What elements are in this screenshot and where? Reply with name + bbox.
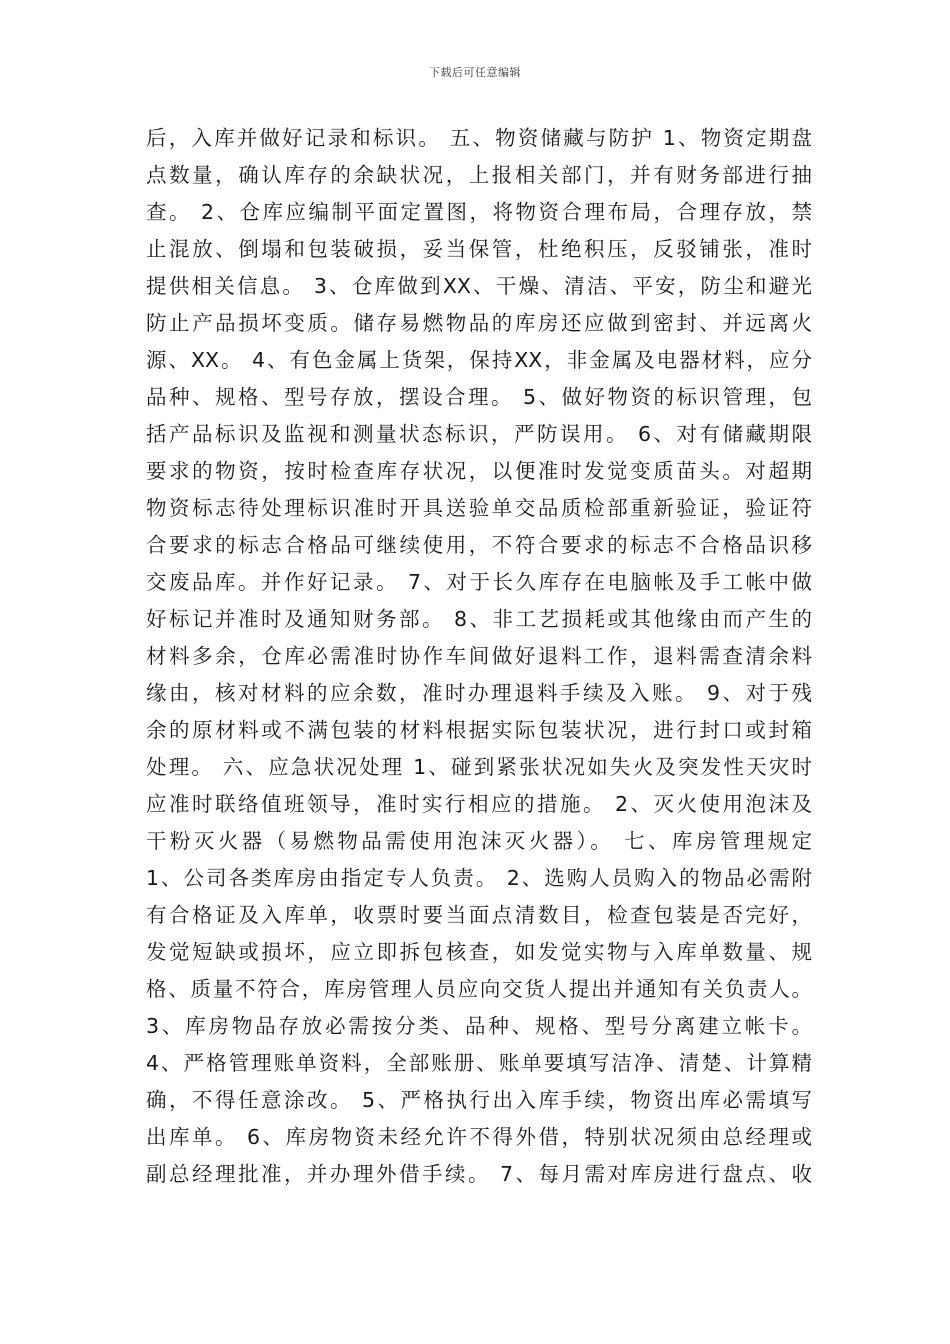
text-line-10: 要求的物资，按时检查库存状况，以便准时发觉变质苗头。对超期 [146,459,812,483]
text-line-2: 点数量，确认库存的余缺状况，上报相关部门，并有财务部进行抽 [146,163,812,187]
text-line-12: 合要求的标志合格品可继续使用，不符合要求的标志不合格品识移 [146,533,812,557]
text-line-13: 交废品库。并作好记录。 7、对于长久库存在电脑帐及手工帐中做 [146,570,812,594]
text-line-24: 格、质量不符合，库房管理人员应向交货人提出并通知有关负责人。 [146,977,812,1001]
text-line-11: 物资标志待处理标识准时开具送验单交品质检部重新验证，验证符 [146,496,812,520]
text-line-18: 处理。 六、应急状况处理 1、碰到紧张状况如失火及突发性天灾时 [146,755,812,779]
text-line-14: 好标记并准时及通知财务部。 8、非工艺损耗或其他缘由而产生的 [146,607,812,631]
text-line-29: 副总经理批准，并办理外借手续。 7、每月需对库房进行盘点、收 [146,1162,812,1186]
text-line-19: 应准时联络值班领导，准时实行相应的措施。 2、灭火使用泡沫及 [146,792,812,816]
text-line-16: 缘由，核对材料的应余数，准时办理退料手续及入账。 9、对于残 [146,681,812,705]
text-line-4: 止混放、倒塌和包装破损，妥当保管，杜绝积压，反驳铺张，准时 [146,237,812,261]
text-line-7: 源、XX。 4、有色金属上货架，保持XX，非金属及电器材料，应分 [146,348,812,372]
text-line-22: 有合格证及入库单，收票时要当面点清数目，检查包装是否完好， [146,903,812,927]
text-line-23: 发觉短缺或损坏，应立即拆包核查，如发觉实物与入库单数量、规 [146,940,812,964]
text-line-9: 括产品标识及监视和测量状态标识，严防误用。 6、对有储藏期限 [146,422,812,446]
text-line-25: 3、库房物品存放必需按分类、品种、规格、型号分离建立帐卡。 [146,1014,812,1038]
text-line-3: 查。 2、仓库应编制平面定置图，将物资合理布局，合理存放，禁 [146,200,812,224]
text-line-17: 余的原材料或不满包装的材料根据实际包装状况，进行封口或封箱 [146,718,812,742]
text-line-1: 后，入库并做好记录和标识。 五、物资储藏与防护 1、物资定期盘 [146,126,812,150]
text-line-27: 确，不得任意涂改。 5、严格执行出入库手续，物资出库必需填写 [146,1088,812,1112]
text-line-8: 品种、规格、型号存放，摆设合理。 5、做好物资的标识管理，包 [146,385,812,409]
text-line-28: 出库单。 6、库房物资未经允许不得外借，特别状况须由总经理或 [146,1125,812,1149]
text-line-15: 材料多余，仓库必需准时协作车间做好退料工作，退料需查清余料 [146,644,812,668]
page-header-note: 下载后可任意编辑 [429,66,521,79]
text-line-6: 防止产品损坏变质。储存易燃物品的库房还应做到密封、并远离火 [146,311,812,335]
text-line-21: 1、公司各类库房由指定专人负责。 2、选购人员购入的物品必需附 [146,866,812,890]
text-line-5: 提供相关信息。 3、仓库做到XX、干燥、清洁、平安，防尘和避光 [146,274,812,298]
text-line-20: 干粉灭火器（易燃物品需使用泡沫灭火器）。 七、库房管理规定 [146,829,812,853]
document-body [146,120,812,1193]
text-line-26: 4、严格管理账单资料，全部账册、账单要填写洁净、清楚、计算精 [146,1051,812,1075]
